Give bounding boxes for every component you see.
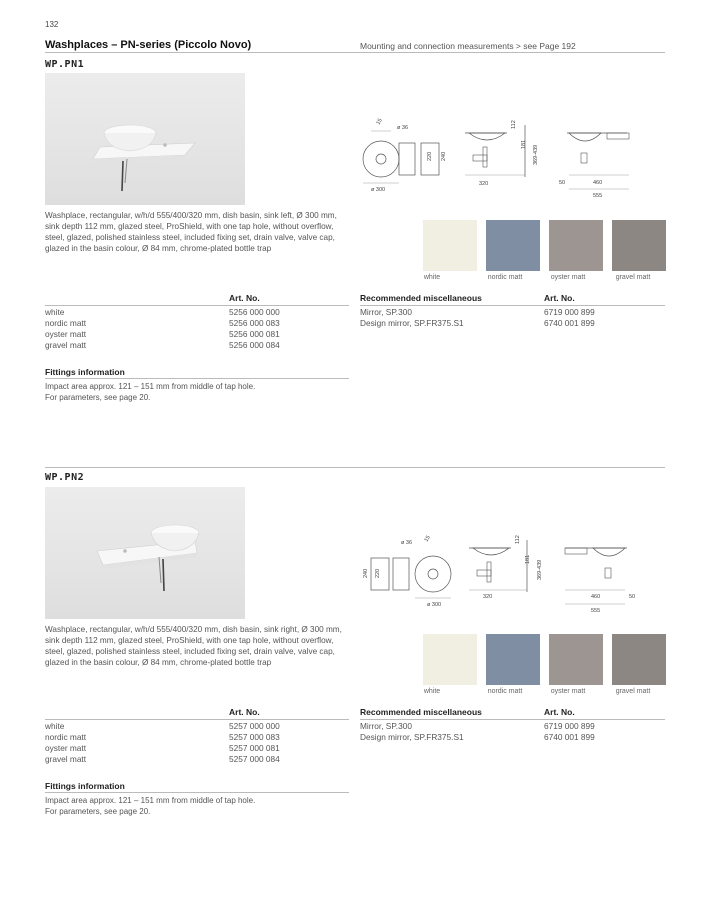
dim-112: 112 — [515, 535, 521, 544]
swatch-label: gravel matt — [615, 688, 651, 695]
fittings-line: Impact area approx. 121 – 151 mm from middle of tap hole. — [45, 382, 256, 391]
product-code: WP.PN1 — [45, 59, 85, 70]
misc-art-header: Art. No. — [544, 707, 575, 717]
dim-angle: 15 — [375, 117, 384, 126]
title-rule — [45, 52, 665, 53]
mounting-note: Mounting and connection measurements > see Page 192 — [360, 41, 576, 51]
dimension-drawing — [357, 530, 657, 620]
swatch-oyster-matt — [549, 634, 603, 685]
swatch-label: gravel matt — [615, 274, 651, 281]
variant-name: gravel matt — [45, 754, 87, 764]
dim-369: 369-439 — [533, 144, 539, 165]
swatch-label: nordic matt — [487, 688, 523, 695]
dim-320: 320 — [483, 594, 493, 600]
variant-art: 5256 000 000 — [229, 307, 280, 317]
variant-name: white — [45, 721, 65, 731]
dimension-drawing — [357, 115, 657, 205]
dim-240: 240 — [441, 151, 447, 161]
dim-240: 240 — [363, 568, 369, 578]
swatch-nordic-matt — [486, 220, 540, 271]
variant-name: nordic matt — [45, 732, 87, 742]
variant-art: 5257 000 081 — [229, 743, 280, 753]
fittings-rule — [45, 378, 349, 379]
table-rule — [45, 719, 349, 720]
table-rule — [45, 305, 349, 306]
dim-112: 112 — [511, 120, 517, 129]
product-code: WP.PN2 — [45, 472, 85, 483]
fittings-rule — [45, 792, 349, 793]
variant-name: oyster matt — [45, 743, 87, 753]
variant-art: 5256 000 081 — [229, 329, 280, 339]
swatch-label: white — [423, 688, 441, 695]
dim-50: 50 — [559, 180, 566, 186]
swatch-label: nordic matt — [487, 274, 523, 281]
variant-art: 5257 000 000 — [229, 721, 280, 731]
product-description: Washplace, rectangular, w/h/d 555/400/320 mm, dish basin, sink right, Ø 300 mm, sink depth 112 mm, glazed steel, ProShield, with one tap hole, without overflow, steel, glazed, polished stainless steel, included fixing set, drain valve, valve cap, glazed in the basin colour, Ø 84 mm, chrome-plated bottle trap — [45, 625, 342, 667]
art-header: Art. No. — [229, 707, 260, 717]
variant-name: oyster matt — [45, 329, 87, 339]
dim-369: 369-439 — [537, 559, 543, 580]
misc-art: 6719 000 899 — [544, 307, 595, 317]
variant-name: nordic matt — [45, 318, 87, 328]
swatch-label: oyster matt — [550, 274, 586, 281]
misc-art: 6740 001 899 — [544, 318, 595, 328]
misc-rule — [360, 719, 665, 720]
page-number: 132 — [45, 20, 59, 29]
variant-art: 5257 000 084 — [229, 754, 280, 764]
misc-header: Recommended miscellaneous — [360, 293, 482, 303]
swatch-nordic-matt — [486, 634, 540, 685]
product-photo — [45, 487, 245, 619]
product-description: Washplace, rectangular, w/h/d 555/400/320 mm, dish basin, sink left, Ø 300 mm, sink depth 112 mm, glazed steel, ProShield, with one tap hole, without overflow, steel, glazed, polished stainless steel, included fixing set, drain valve, valve cap, glazed in the basin colour, Ø 84 mm, chrome-plated bottle trap — [45, 211, 337, 253]
fittings-header: Fittings information — [45, 367, 125, 377]
dim-220: 220 — [427, 151, 433, 161]
misc-item: Mirror, SP.300 — [360, 721, 412, 731]
swatch-gravel-matt — [612, 220, 666, 271]
misc-header: Recommended miscellaneous — [360, 707, 482, 717]
dim-320: 320 — [479, 181, 489, 187]
dim-50: 50 — [629, 594, 636, 600]
swatch-label: white — [423, 274, 441, 281]
misc-item: Mirror, SP.300 — [360, 307, 412, 317]
dim-d36: ø 36 — [401, 540, 413, 546]
dim-181: 181 — [525, 554, 531, 564]
variant-name: white — [45, 307, 65, 317]
swatch-gravel-matt — [612, 634, 666, 685]
fittings-line: Impact area approx. 121 – 151 mm from middle of tap hole. — [45, 796, 256, 805]
misc-art: 6740 001 899 — [544, 732, 595, 742]
dim-555: 555 — [591, 608, 601, 614]
swatch-white — [423, 634, 477, 685]
misc-art: 6719 000 899 — [544, 721, 595, 731]
variant-art: 5257 000 083 — [229, 732, 280, 742]
product-photo — [45, 73, 245, 205]
swatch-oyster-matt — [549, 220, 603, 271]
variant-art: 5256 000 084 — [229, 340, 280, 350]
fittings-line: For parameters, see page 20. — [45, 393, 151, 402]
variant-art: 5256 000 083 — [229, 318, 280, 328]
fittings-line: For parameters, see page 20. — [45, 807, 151, 816]
misc-item: Design mirror, SP.FR375.S1 — [360, 318, 464, 328]
dim-460: 460 — [593, 180, 603, 186]
dim-d36: ø 36 — [397, 125, 409, 131]
fittings-header: Fittings information — [45, 781, 125, 791]
dim-181: 181 — [521, 139, 527, 149]
art-header: Art. No. — [229, 293, 260, 303]
swatch-white — [423, 220, 477, 271]
dim-d300: ø 300 — [427, 602, 442, 608]
page-title: Washplaces – PN-series (Piccolo Novo) — [45, 39, 252, 51]
misc-rule — [360, 305, 665, 306]
dim-220: 220 — [375, 568, 381, 578]
dim-d300: ø 300 — [371, 187, 386, 193]
dim-555: 555 — [593, 193, 603, 199]
section-divider — [45, 467, 665, 468]
swatch-label: oyster matt — [550, 688, 586, 695]
misc-item: Design mirror, SP.FR375.S1 — [360, 732, 464, 742]
dim-460: 460 — [591, 594, 601, 600]
variant-name: gravel matt — [45, 340, 87, 350]
misc-art-header: Art. No. — [544, 293, 575, 303]
dim-angle: 15 — [423, 534, 432, 543]
